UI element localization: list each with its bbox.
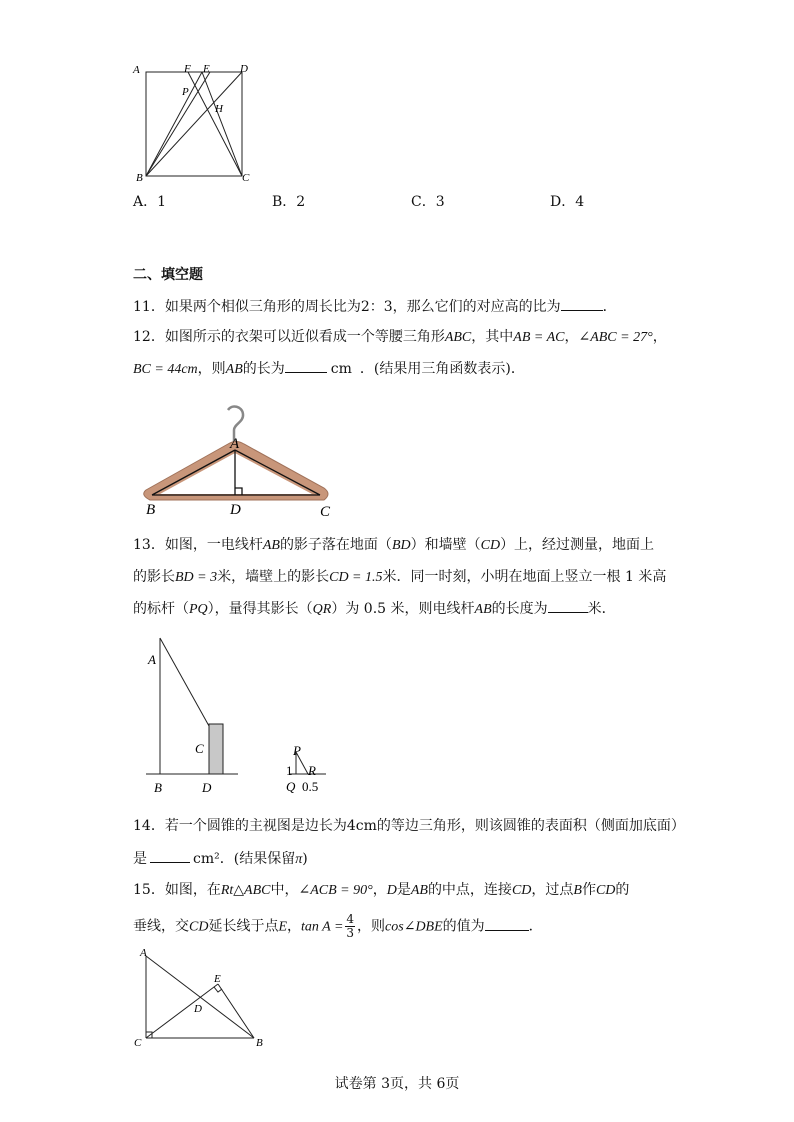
label-e: E bbox=[203, 63, 210, 75]
q14-t4: cm²．(结果保留 bbox=[193, 851, 296, 867]
pole-label-a: A bbox=[148, 652, 156, 667]
q13-t10: ）为 0.5 米，则电线杆 bbox=[331, 601, 475, 617]
q15-t12: ，则 bbox=[357, 918, 386, 935]
q12-abc: ABC bbox=[444, 330, 472, 345]
q12-answer-blank[interactable] bbox=[285, 358, 327, 373]
pole-label-c: C bbox=[195, 741, 204, 756]
q12-where: ，其中 bbox=[471, 329, 514, 345]
question-14-line2 bbox=[133, 848, 308, 870]
q13-t1: 13．如图，一电线杆 bbox=[133, 537, 263, 553]
label-h: H bbox=[215, 103, 223, 115]
question-12-line1 bbox=[133, 327, 667, 348]
hanger-label-c: C bbox=[320, 504, 331, 520]
segment-c-top bbox=[188, 72, 242, 176]
pole-label-q: Q bbox=[286, 779, 296, 794]
q12-bc: BC = 44cm bbox=[133, 362, 198, 377]
q13-qr: QR bbox=[312, 602, 332, 617]
q13-t6: 米，墙壁上的影长 bbox=[217, 569, 330, 585]
q15-rt: Rt△ABC bbox=[220, 883, 271, 898]
tri-label-c: C bbox=[134, 1037, 142, 1049]
tri-label-d: D bbox=[194, 1003, 202, 1015]
q14-pi: π bbox=[295, 852, 303, 867]
q15-e: E bbox=[278, 919, 288, 935]
tri-label-a: A bbox=[140, 947, 147, 959]
q14-t1: 14．若一个圆锥的主视图是边长为 bbox=[133, 818, 347, 834]
q13-t11: 的长度为 bbox=[491, 601, 548, 617]
q13-ab2: AB bbox=[474, 602, 492, 617]
option-d[interactable]: D．4 bbox=[550, 194, 585, 210]
pole-label-r: R bbox=[308, 763, 316, 778]
q13-answer-blank[interactable] bbox=[548, 598, 588, 613]
q15-cd: CD bbox=[511, 883, 532, 898]
question-11 bbox=[133, 296, 617, 317]
hanger-figure bbox=[136, 398, 342, 520]
label-d: D bbox=[240, 63, 248, 75]
question-13-line3 bbox=[133, 598, 616, 620]
q15-fraction bbox=[345, 913, 355, 940]
q11-answer-blank[interactable] bbox=[561, 296, 603, 311]
q13-pq: PQ bbox=[189, 602, 208, 617]
q12-comma2: ， bbox=[652, 329, 667, 345]
tri-label-b: B bbox=[256, 1037, 263, 1049]
q12-text-1: 12．如图所示的衣架可以近似看成一个等腰三角形 bbox=[133, 329, 445, 345]
pole-figure bbox=[140, 630, 340, 800]
q15-cd3: CD bbox=[189, 919, 209, 935]
pole-label-d: D bbox=[202, 780, 212, 795]
q12-length-of: 的长为 bbox=[242, 361, 285, 377]
q13-t7: 米．同一时刻，小明在地面上竖立一根 1 米高 bbox=[382, 569, 667, 585]
q11-text: 11．如果两个相似三角形的周长比为2：3，那么它们的对应高的比为 bbox=[133, 299, 561, 315]
q14-t5: ) bbox=[302, 851, 308, 867]
q15-t1: 15．如图，在 bbox=[133, 882, 221, 898]
q15-t5: 的中点，连接 bbox=[427, 882, 512, 898]
question-15-line1 bbox=[133, 880, 629, 901]
label-a: A bbox=[133, 64, 140, 76]
q13-t8: 的标杆（ bbox=[133, 601, 189, 617]
q15-t8: 的 bbox=[615, 882, 630, 898]
q13-t4: ）上，经过测量，地面上 bbox=[500, 537, 655, 553]
q12-note: ．(结果用三角函数表示)． bbox=[359, 361, 525, 377]
q15-t14: ． bbox=[528, 918, 543, 935]
q15-angle: ∠ACB = 90° bbox=[298, 883, 373, 898]
pole-label-p: P bbox=[293, 743, 301, 758]
option-c[interactable]: C．3 bbox=[411, 194, 445, 210]
q15-answer-blank[interactable] bbox=[485, 916, 529, 931]
q15-t4: 是 bbox=[396, 882, 411, 898]
q15-denominator: 3 bbox=[346, 926, 355, 940]
question-13-line1 bbox=[133, 535, 654, 556]
hanger-label-b: B bbox=[146, 502, 156, 518]
q13-cd-eq: CD = 1.5 bbox=[329, 570, 383, 585]
pole-label-half: 0.5 bbox=[302, 779, 319, 794]
option-a[interactable]: A．1 bbox=[133, 194, 167, 210]
q15-t7: 作 bbox=[581, 882, 596, 898]
q14-answer-blank[interactable] bbox=[150, 848, 190, 863]
q13-t3: ）和墙壁（ bbox=[410, 537, 481, 553]
q15-ab: AB bbox=[410, 883, 428, 898]
q13-t2: 的影子落在地面（ bbox=[279, 537, 392, 553]
option-b[interactable]: B．2 bbox=[272, 194, 306, 210]
label-p: P bbox=[182, 86, 189, 98]
q15-t2: 中， bbox=[270, 882, 299, 898]
q14-4cm: 4cm bbox=[346, 818, 377, 834]
q13-bd: BD bbox=[391, 538, 411, 553]
q12-unit: cm bbox=[330, 361, 352, 377]
q15-numerator: 4 bbox=[346, 912, 355, 926]
segment-be bbox=[146, 72, 210, 176]
page-footer: 试卷第 3页，共 6页 bbox=[334, 1076, 460, 1092]
q12-eq2: ∠ABC = 27° bbox=[578, 330, 653, 345]
q15-cd2: CD bbox=[595, 883, 616, 898]
pole-label-b: B bbox=[154, 780, 162, 795]
q12-eq1: AB = AC bbox=[513, 330, 565, 345]
q13-t5: 的影长 bbox=[133, 569, 175, 585]
q15-t13: 的值为 bbox=[442, 918, 485, 935]
section-title: 二、填空题 bbox=[133, 267, 203, 283]
q15-t3: ， bbox=[372, 882, 387, 898]
wall-rect bbox=[209, 724, 223, 774]
q13-cd: CD bbox=[480, 538, 501, 553]
hanger-label-a: A bbox=[230, 436, 240, 452]
tri-label-e: E bbox=[214, 973, 221, 985]
label-f: F bbox=[184, 63, 191, 75]
q12-comma: ， bbox=[564, 329, 579, 345]
q15-cos: cos∠DBE bbox=[385, 919, 443, 935]
q15-b: B bbox=[573, 883, 582, 898]
triangle-figure bbox=[130, 942, 276, 1054]
q14-t2: 的等边三角形，则该圆锥的表面积（侧面加底面） bbox=[376, 818, 685, 834]
q15-d: D bbox=[386, 883, 397, 898]
q15-t10: 延长线于点 bbox=[208, 918, 279, 935]
hanger-label-d: D bbox=[230, 502, 241, 518]
q12-ab: AB bbox=[225, 362, 243, 377]
q13-t12: 米． bbox=[587, 601, 616, 617]
question-14-line1 bbox=[133, 816, 685, 836]
q11-end: ． bbox=[602, 299, 617, 315]
question-13-line2 bbox=[133, 567, 666, 588]
q13-ab: AB bbox=[262, 538, 280, 553]
label-c: C bbox=[242, 172, 250, 184]
q14-t3: 是 bbox=[133, 851, 147, 867]
question-15-line2 bbox=[133, 913, 543, 940]
question-12-line2 bbox=[133, 358, 525, 380]
q12-then: ，则 bbox=[197, 361, 226, 377]
q13-t9: ），量得其影长（ bbox=[207, 601, 313, 617]
q15-tan: tan A = bbox=[301, 919, 344, 935]
label-b: B bbox=[136, 172, 143, 184]
segment-cf bbox=[202, 72, 242, 176]
square-figure bbox=[130, 60, 260, 186]
q15-t9: 垂线，交 bbox=[133, 918, 189, 935]
q15-t11: ， bbox=[287, 918, 302, 935]
q13-bd-eq: BD = 3 bbox=[175, 570, 218, 585]
q15-t6: ，过点 bbox=[531, 882, 574, 898]
pole-label-one: 1 bbox=[286, 763, 293, 778]
